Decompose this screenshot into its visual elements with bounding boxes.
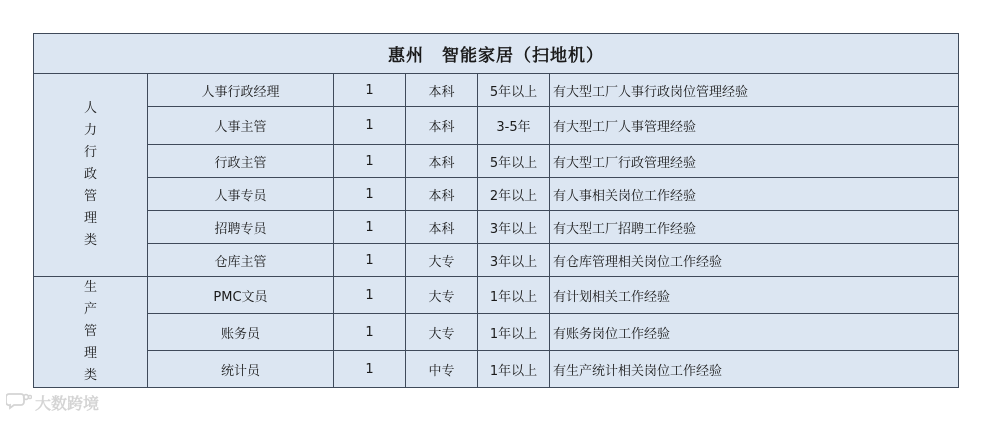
education-cell: 本科 (406, 211, 478, 244)
category-char: 行 (83, 145, 97, 160)
count-cell: 1 (334, 145, 406, 178)
position-cell: 账务员 (148, 314, 334, 351)
count-cell: 1 (334, 178, 406, 211)
experience-cell: 5年以上 (478, 74, 550, 107)
table-row (34, 107, 959, 145)
education-cell: 本科 (406, 178, 478, 211)
category-char: 类 (83, 233, 97, 248)
experience-cell: 3-5年 (478, 107, 550, 145)
position-cell: 人事专员 (148, 178, 334, 211)
experience-cell: 2年以上 (478, 178, 550, 211)
category-char: 政 (83, 167, 97, 182)
requirement-cell: 有大型工厂招聘工作经验 (550, 211, 959, 244)
requirement-cell: 有账务岗位工作经验 (550, 314, 959, 351)
position-cell: 人事行政经理 (148, 74, 334, 107)
chat-bubble-logo-icon (6, 392, 32, 414)
count-cell: 1 (334, 314, 406, 351)
category-cell (34, 74, 148, 277)
position-cell: 人事主管 (148, 107, 334, 145)
position-cell: 仓库主管 (148, 244, 334, 277)
count-cell: 1 (334, 244, 406, 277)
requirement-cell: 有大型工厂人事管理经验 (550, 107, 959, 145)
education-cell: 本科 (406, 145, 478, 178)
education-cell: 中专 (406, 351, 478, 388)
table-title: 惠州 智能家居（扫地机） (34, 34, 959, 74)
experience-cell: 1年以上 (478, 351, 550, 388)
experience-cell: 3年以上 (478, 244, 550, 277)
table-row (34, 314, 959, 351)
experience-cell: 5年以上 (478, 145, 550, 178)
position-cell: 行政主管 (148, 145, 334, 178)
table-row (34, 211, 959, 244)
count-cell: 1 (334, 107, 406, 145)
position-cell: 统计员 (148, 351, 334, 388)
category-char: 理 (83, 346, 97, 361)
position-cell: PMC文员 (148, 277, 334, 314)
experience-cell: 1年以上 (478, 314, 550, 351)
category-char: 人 (83, 101, 97, 116)
requirement-cell: 有生产统计相关岗位工作经验 (550, 351, 959, 388)
requirement-cell: 有仓库管理相关岗位工作经验 (550, 244, 959, 277)
count-cell: 1 (334, 277, 406, 314)
category-char: 类 (83, 368, 97, 383)
category-char: 生 (83, 280, 97, 295)
education-cell: 本科 (406, 107, 478, 145)
experience-cell: 1年以上 (478, 277, 550, 314)
requirement-cell: 有人事相关岗位工作经验 (550, 178, 959, 211)
education-cell: 大专 (406, 314, 478, 351)
requirement-cell: 有大型工厂行政管理经验 (550, 145, 959, 178)
count-cell: 1 (334, 74, 406, 107)
recruitment-table (33, 33, 959, 388)
table-row (34, 244, 959, 277)
category-char: 理 (83, 211, 97, 226)
category-char: 产 (83, 302, 97, 317)
category-cell (34, 277, 148, 388)
table-row (34, 145, 959, 178)
position-cell: 招聘专员 (148, 211, 334, 244)
watermark (6, 391, 99, 414)
category-char: 力 (83, 123, 97, 138)
requirement-cell: 有大型工厂人事行政岗位管理经验 (550, 74, 959, 107)
watermark-text: 大数跨境 (35, 394, 100, 413)
category-char: 管 (83, 324, 97, 339)
category-char: 管 (83, 189, 97, 204)
count-cell: 1 (334, 211, 406, 244)
education-cell: 大专 (406, 244, 478, 277)
table-row (34, 277, 959, 314)
education-cell: 大专 (406, 277, 478, 314)
education-cell: 本科 (406, 74, 478, 107)
requirement-cell: 有计划相关工作经验 (550, 277, 959, 314)
count-cell: 1 (334, 351, 406, 388)
table-row (34, 178, 959, 211)
table-row (34, 351, 959, 388)
experience-cell: 3年以上 (478, 211, 550, 244)
table-row (34, 74, 959, 107)
